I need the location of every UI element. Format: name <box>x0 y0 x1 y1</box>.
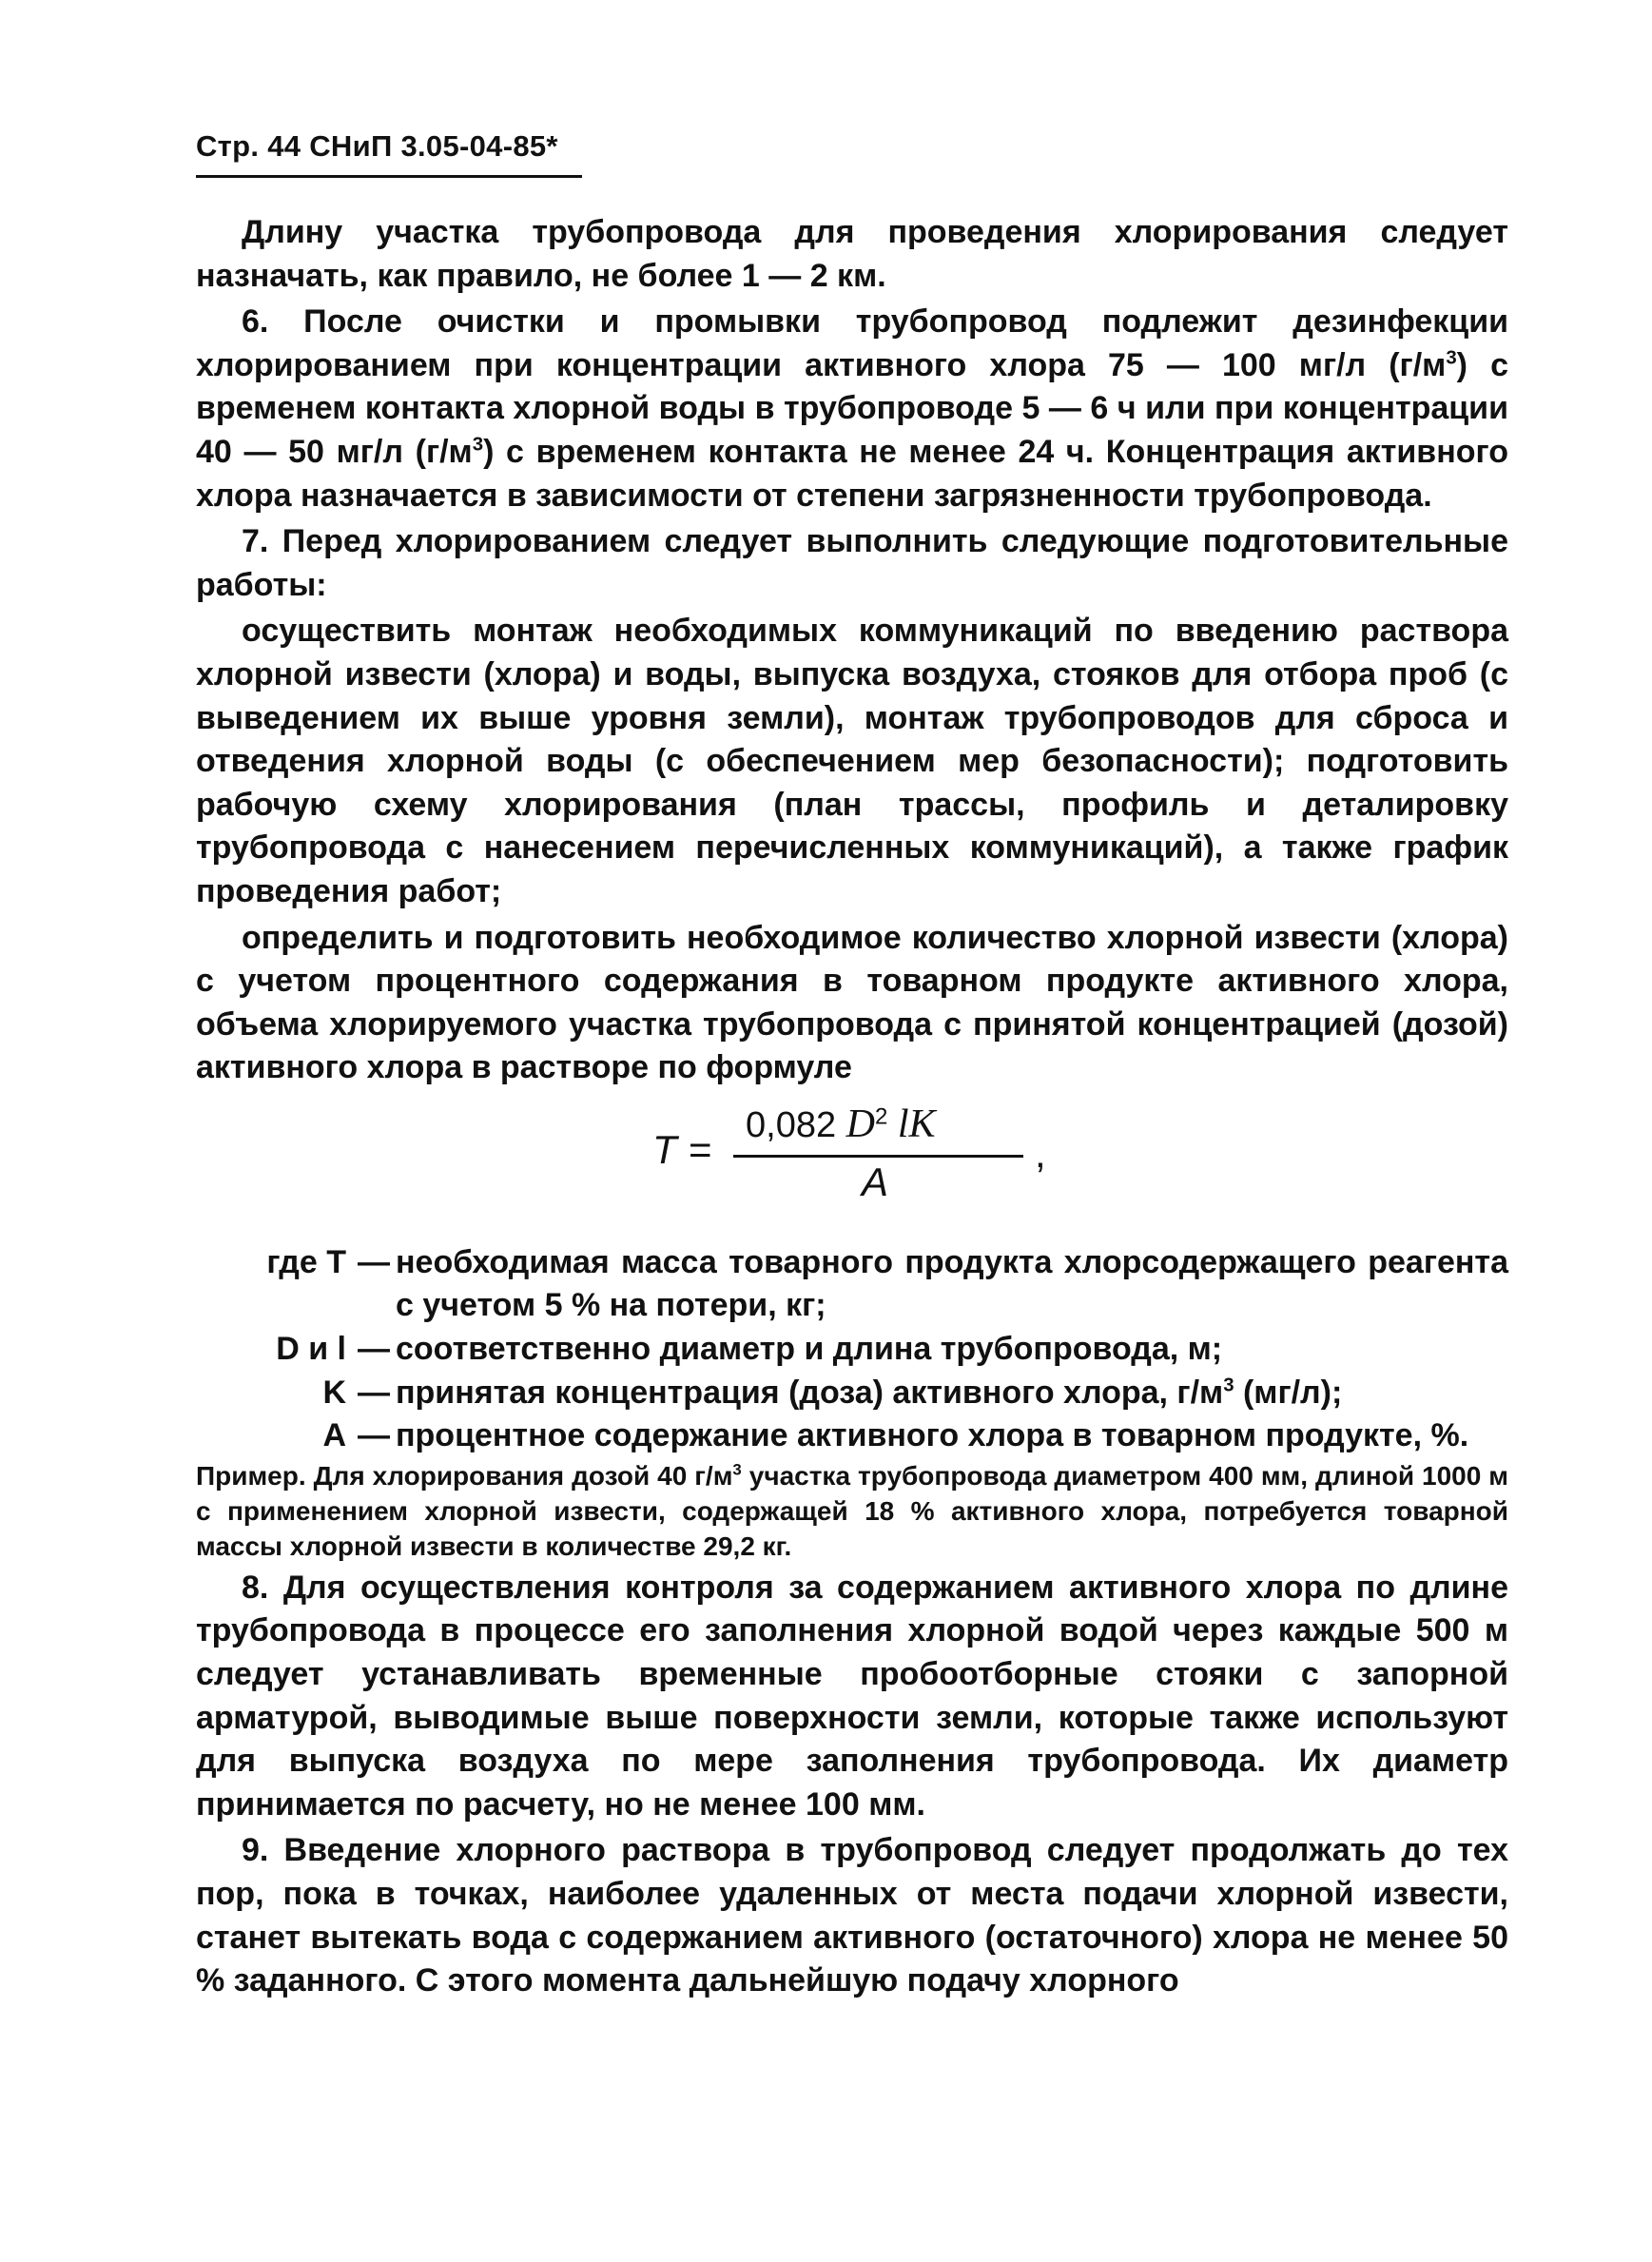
header-rule <box>196 175 582 178</box>
formula-comma: , <box>1035 1130 1046 1176</box>
legend-symbol: D и l <box>276 1331 346 1368</box>
paragraph-7: 7. Перед хлорированием следует выполнить следующие подготовительные работы: <box>196 523 1508 603</box>
paragraph-7-item-a: осуществить монтаж необходимых коммуникаций по введению раствора хлорной извести (хлора) и воды, выпуска воздуха, стояков для отбора проб (с выведением их выше уровня земли), монтаж трубопроводов для сброса и отведения хлорной воды (с обеспечением мер безопасности); подготовить рабочую схему хлорирования (план трассы, профиль и деталировку трубопровода с нанесением перечисленных коммуникаций), а также график проведения работ; <box>196 613 1508 909</box>
superscript: 3 <box>1446 347 1457 369</box>
formula-vars: lK <box>887 1102 936 1146</box>
paragraph-6-part-c: ) с временем контакта не менее 24 ч. Концентрация активного хлора назначается в зависимости от степени загрязненности трубопровода. <box>196 433 1508 514</box>
legend-text <box>396 1372 1508 1415</box>
formula-numerator <box>746 1103 936 1148</box>
example-note <box>196 1458 1508 1564</box>
formula-lhs: T = <box>652 1126 711 1172</box>
legend-text-part-b: (мг/л); <box>1234 1374 1343 1411</box>
superscript: 3 <box>1223 1375 1234 1396</box>
example-label: Пример. <box>196 1460 306 1491</box>
paragraph-intro: Длину участка трубопровода для проведения хлорирования следует назначать, как правило, не более 1 — 2 км. <box>196 214 1508 294</box>
legend-text: соответственно диаметр и длина трубопровода, м; <box>396 1331 1223 1368</box>
example-text-a: Для хлорирования дозой 40 г/м <box>305 1460 733 1491</box>
paragraph-6-part-a: 6. После очистки и промывки трубопровод подлежит дезинфекции хлорированием при концентрации активного хлора 75 — 100 мг/л (г/м <box>196 303 1508 383</box>
paragraph-9: 9. Введение хлорного раствора в трубопровод следует продолжать до тех пор, пока в точках, наиболее удаленных от места подачи хлорной извести, станет вытекать вода с содержанием активного (остаточного) хлора не менее 50 % заданного. С этого момента дальнейшую подачу хлорного <box>196 1832 1508 1999</box>
legend-dash: — <box>358 1243 390 1280</box>
superscript: 3 <box>732 1460 742 1479</box>
legend-symbol: где T <box>266 1243 346 1280</box>
fraction-bar <box>733 1155 1023 1158</box>
legend-dash: — <box>358 1417 390 1454</box>
formula-exponent: 2 <box>875 1103 888 1130</box>
paragraph-7-item-b: определить и подготовить необходимое количество хлорной извести (хлора) с учетом процентного содержания в товарном продукте активного хлора, объема хлорируемого участка трубопровода с принятой концентрацией (дозой) активного хлора в растворе по формуле <box>196 919 1508 1086</box>
legend-text: процентное содержание активного хлора в товарном продукте, %. <box>396 1417 1469 1454</box>
formula-d: D <box>845 1102 875 1146</box>
document-body <box>196 211 1508 2006</box>
formula-legend <box>196 1241 1508 1458</box>
paragraph-6-part-b: ) с временем контакта хлорной воды в трубопроводе 5 — 6 ч или при концентрации 40 — 50 мг/л (г/м <box>196 346 1508 470</box>
formula-coefficient: 0,082 <box>746 1104 846 1145</box>
superscript: 3 <box>472 434 484 456</box>
example-text-b: участка трубопровода диаметром 400 мм, длиной 1000 м с применением хлорной извести, содержащей 18 % активного хлора, потребуется товарной массы хлорной извести в количестве 29,2 кг. <box>196 1460 1508 1561</box>
legend-symbol: K <box>322 1374 346 1411</box>
legend-text: необходимая масса товарного продукта хлорсодержащего реагента с учетом 5 % на потери, кг; <box>396 1243 1508 1324</box>
formula <box>196 1103 1508 1232</box>
legend-symbol: A <box>322 1417 346 1454</box>
formula-denominator: A <box>862 1159 889 1204</box>
paragraph-6 <box>196 301 1508 517</box>
legend-dash: — <box>358 1374 390 1411</box>
legend-text-part-a: принятая концентрация (доза) активного хлора, г/м <box>396 1374 1224 1411</box>
paragraph-8: 8. Для осуществления контроля за содержанием активного хлора по длине трубопровода в процессе его заполнения хлорной водой через каждые 500 м следует устанавливать временные пробоотборные стояки с запорной арматурой, выводимые выше поверхности земли, которые также используют для выпуска воздуха по мере заполнения трубопровода. Их диаметр принимается по расчету, но не менее 100 мм. <box>196 1569 1508 1823</box>
page-header: Стр. 44 СНиП 3.05-04-85* <box>196 129 558 163</box>
legend-dash: — <box>358 1331 390 1368</box>
